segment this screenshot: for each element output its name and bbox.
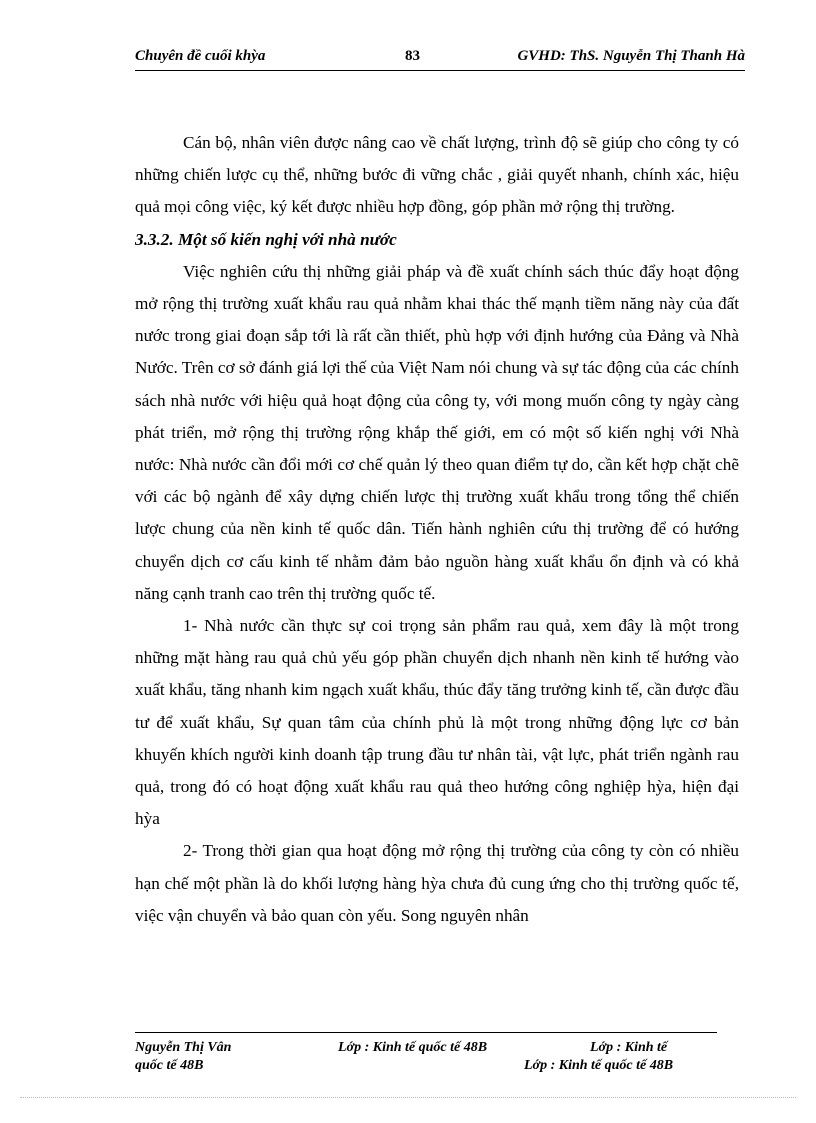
- paragraph-recommendation-1: 1- Nhà nước cần thực sự coi trọng sản phẩm rau quả, xem đây là một trong những mặt hàng rau quả chủ yếu góp phần chuyển dịch nhanh nền kinh tế hướng vào xuất khẩu, tăng nhanh kim ngạch xuất khẩu, thúc đẩy tăng trưởng kinh tế, cần được đầu tư để xuất khẩu, Sự quan tâm của chính phủ là một trong những động lực cơ bản khuyến khích người kinh doanh tập trung đầu tư nhân tài, vật lực, phát triển ngành rau quả, trong đó có hoạt động xuất khẩu rau quả theo hướng công nghiệp hỳa, hiện đại hỳa: [135, 616, 739, 829]
- page-header: [135, 48, 745, 72]
- header-divider: [135, 70, 745, 71]
- header-course-title: Chuyên đề cuối khỳa: [135, 48, 266, 64]
- footer-author: Nguyễn Thị Vân: [135, 1040, 232, 1055]
- footer-class-3: Lớp : Kinh tế quốc tế 48B: [524, 1058, 674, 1073]
- paragraph-staff-quality: Cán bộ, nhân viên được nâng cao về chất lượng, trình độ sẽ giúp cho công ty có những chiến lược cụ thể, những bước đi vững chắc , giải quyết nhanh, chính xác, hiệu quả mọi công việc, ký kết được nhiều hợp đồng, góp phần mở rộng thị trường.: [135, 133, 739, 217]
- section-heading: 3.3.2. Một số kiến nghị với nhà nước: [135, 229, 397, 249]
- header-advisor: GVHD: ThS. Nguyễn Thị Thanh Hà: [517, 48, 745, 64]
- page-bottom-dotted-line: [20, 1097, 796, 1098]
- footer-class-2a: Lớp : Kinh tế: [590, 1040, 668, 1055]
- paragraph-recommendation-2: 2- Trong thời gian qua hoạt động mở rộng thị trường của công ty còn có nhiều hạn chế một phần là do khối lượng hàng hỳa chưa đủ cung ứng cho thị trường quốc tế, việc vận chuyển và bảo quan còn yếu. Song nguyên nhân: [135, 841, 739, 925]
- footer-divider: [135, 1032, 717, 1033]
- footer-class-1: Lớp : Kinh tế quốc tế 48B: [338, 1040, 488, 1055]
- paragraph-recommendations-intro: Việc nghiên cứu thị những giải pháp và đề xuất chính sách thúc đẩy hoạt động mở rộng thị trường xuất khẩu rau quả nhằm khai thác thế mạnh tiềm năng này của đất nước trong giai đoạn sắp tới là rất cần thiết, phù hợp với định hướng của Đảng và Nhà Nước. Trên cơ sở đánh giá lợi thế của Việt Nam nói chung và sự tác động của các chính sách nhà nước với hiệu quả hoạt động của công ty, với mong muốn công ty ngày càng phát triển, mở rộng thị trường rộng khắp thế giới, em có một số kiến nghị với Nhà nước: Nhà nước cần đổi mới cơ chế quản lý theo quan điểm tự do, cần kết hợp chặt chẽ với các bộ ngành để xây dựng chiến lược thị trường xuất khẩu trong tổng thể chiến lược chung của nền kinh tế quốc dân. Tiến hành nghiên cứu thị trường để có hướng chuyển dịch cơ cấu kinh tế nhằm đảm bảo nguồn hàng xuất khẩu ổn định và có khả năng cạnh tranh cao trên thị trường quốc tế.: [135, 261, 739, 603]
- footer-class-2b: quốc tế 48B: [135, 1058, 204, 1073]
- document-body: [135, 127, 739, 932]
- page-number: 83: [405, 48, 420, 64]
